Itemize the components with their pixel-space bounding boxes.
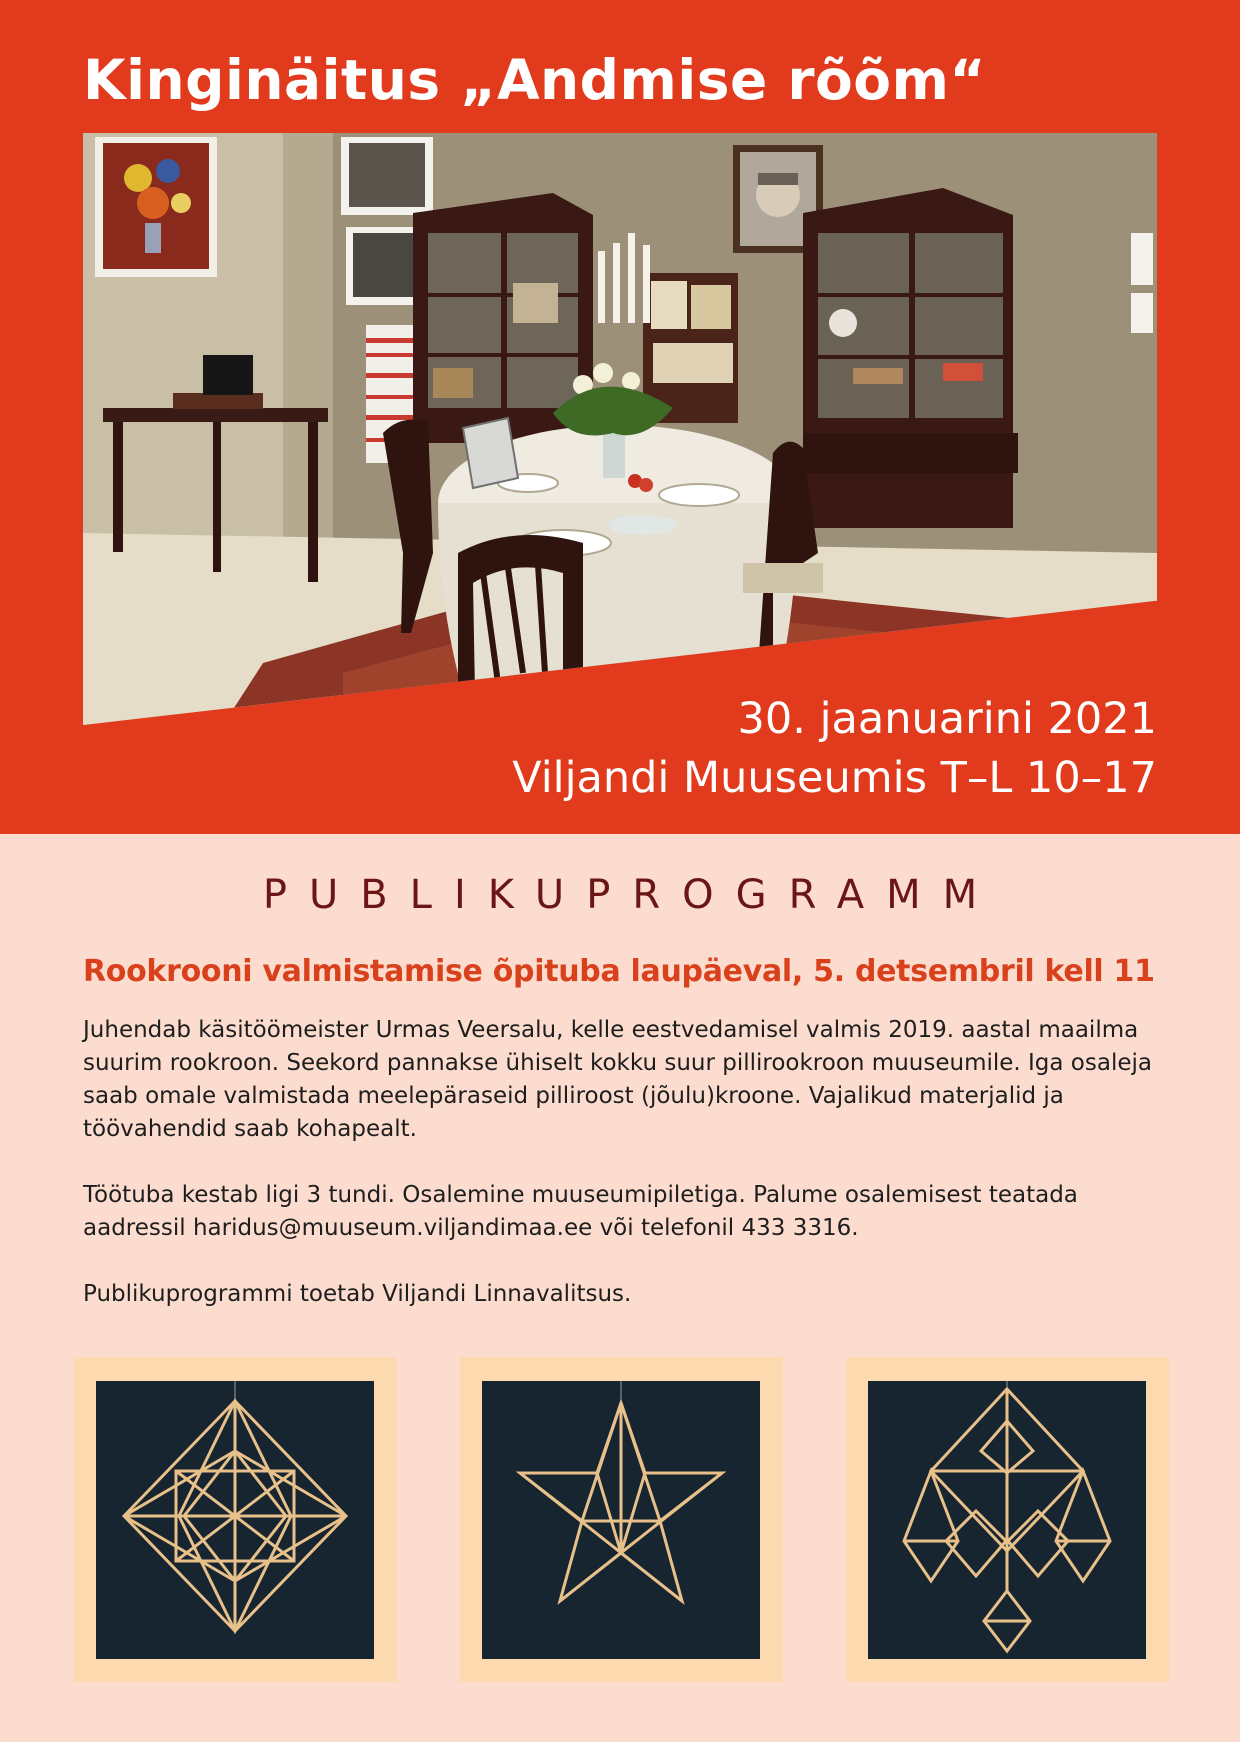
straw-crown-photo-1 bbox=[74, 1357, 397, 1682]
header-banner bbox=[0, 0, 1240, 834]
section-heading: PUBLIKUPROGRAMM bbox=[262, 872, 1000, 918]
exhibition-dates bbox=[512, 690, 1157, 808]
poster-title: Kinginäitus „Andmise rõõm“ bbox=[83, 48, 987, 112]
description-paragraph: Juhendab käsitöömeister Urmas Veersalu, kelle eestvedamisel valmis 2019. aastal maailma suurim rookroon. Seekord pannakse ühiselt kokku suur pillirookroon muuseumile. Iga osaleja saab omale valmistada meelepäraseid pilliroost (jõulu)kroone. Vajalikud materjalid ja töövahendid saab kohapealt. bbox=[83, 1017, 1152, 1142]
workshop-title: Rookrooni valmistamise õpituba laupäeval, 5. detsembril kell 11 bbox=[83, 954, 1155, 989]
straw-crown-photo-2 bbox=[460, 1357, 783, 1682]
straw-crown-photo-3 bbox=[846, 1357, 1169, 1682]
date-line: 30. jaanuarini 2021 bbox=[737, 694, 1157, 744]
description-paragraph: Töötuba kestab ligi 3 tundi. Osalemine muuseumipiletiga. Palume osalemisest teatada aadressil haridus@muuseum.viljandimaa.ee või telefonil 433 3316. bbox=[83, 1182, 1078, 1241]
workshop-description bbox=[83, 1014, 1173, 1311]
exhibition-photo bbox=[83, 133, 1157, 725]
description-paragraph: Publikuprogrammi toetab Viljandi Linnavalitsus. bbox=[83, 1281, 632, 1307]
venue-line: Viljandi Muuseumis T–L 10–17 bbox=[512, 753, 1157, 803]
